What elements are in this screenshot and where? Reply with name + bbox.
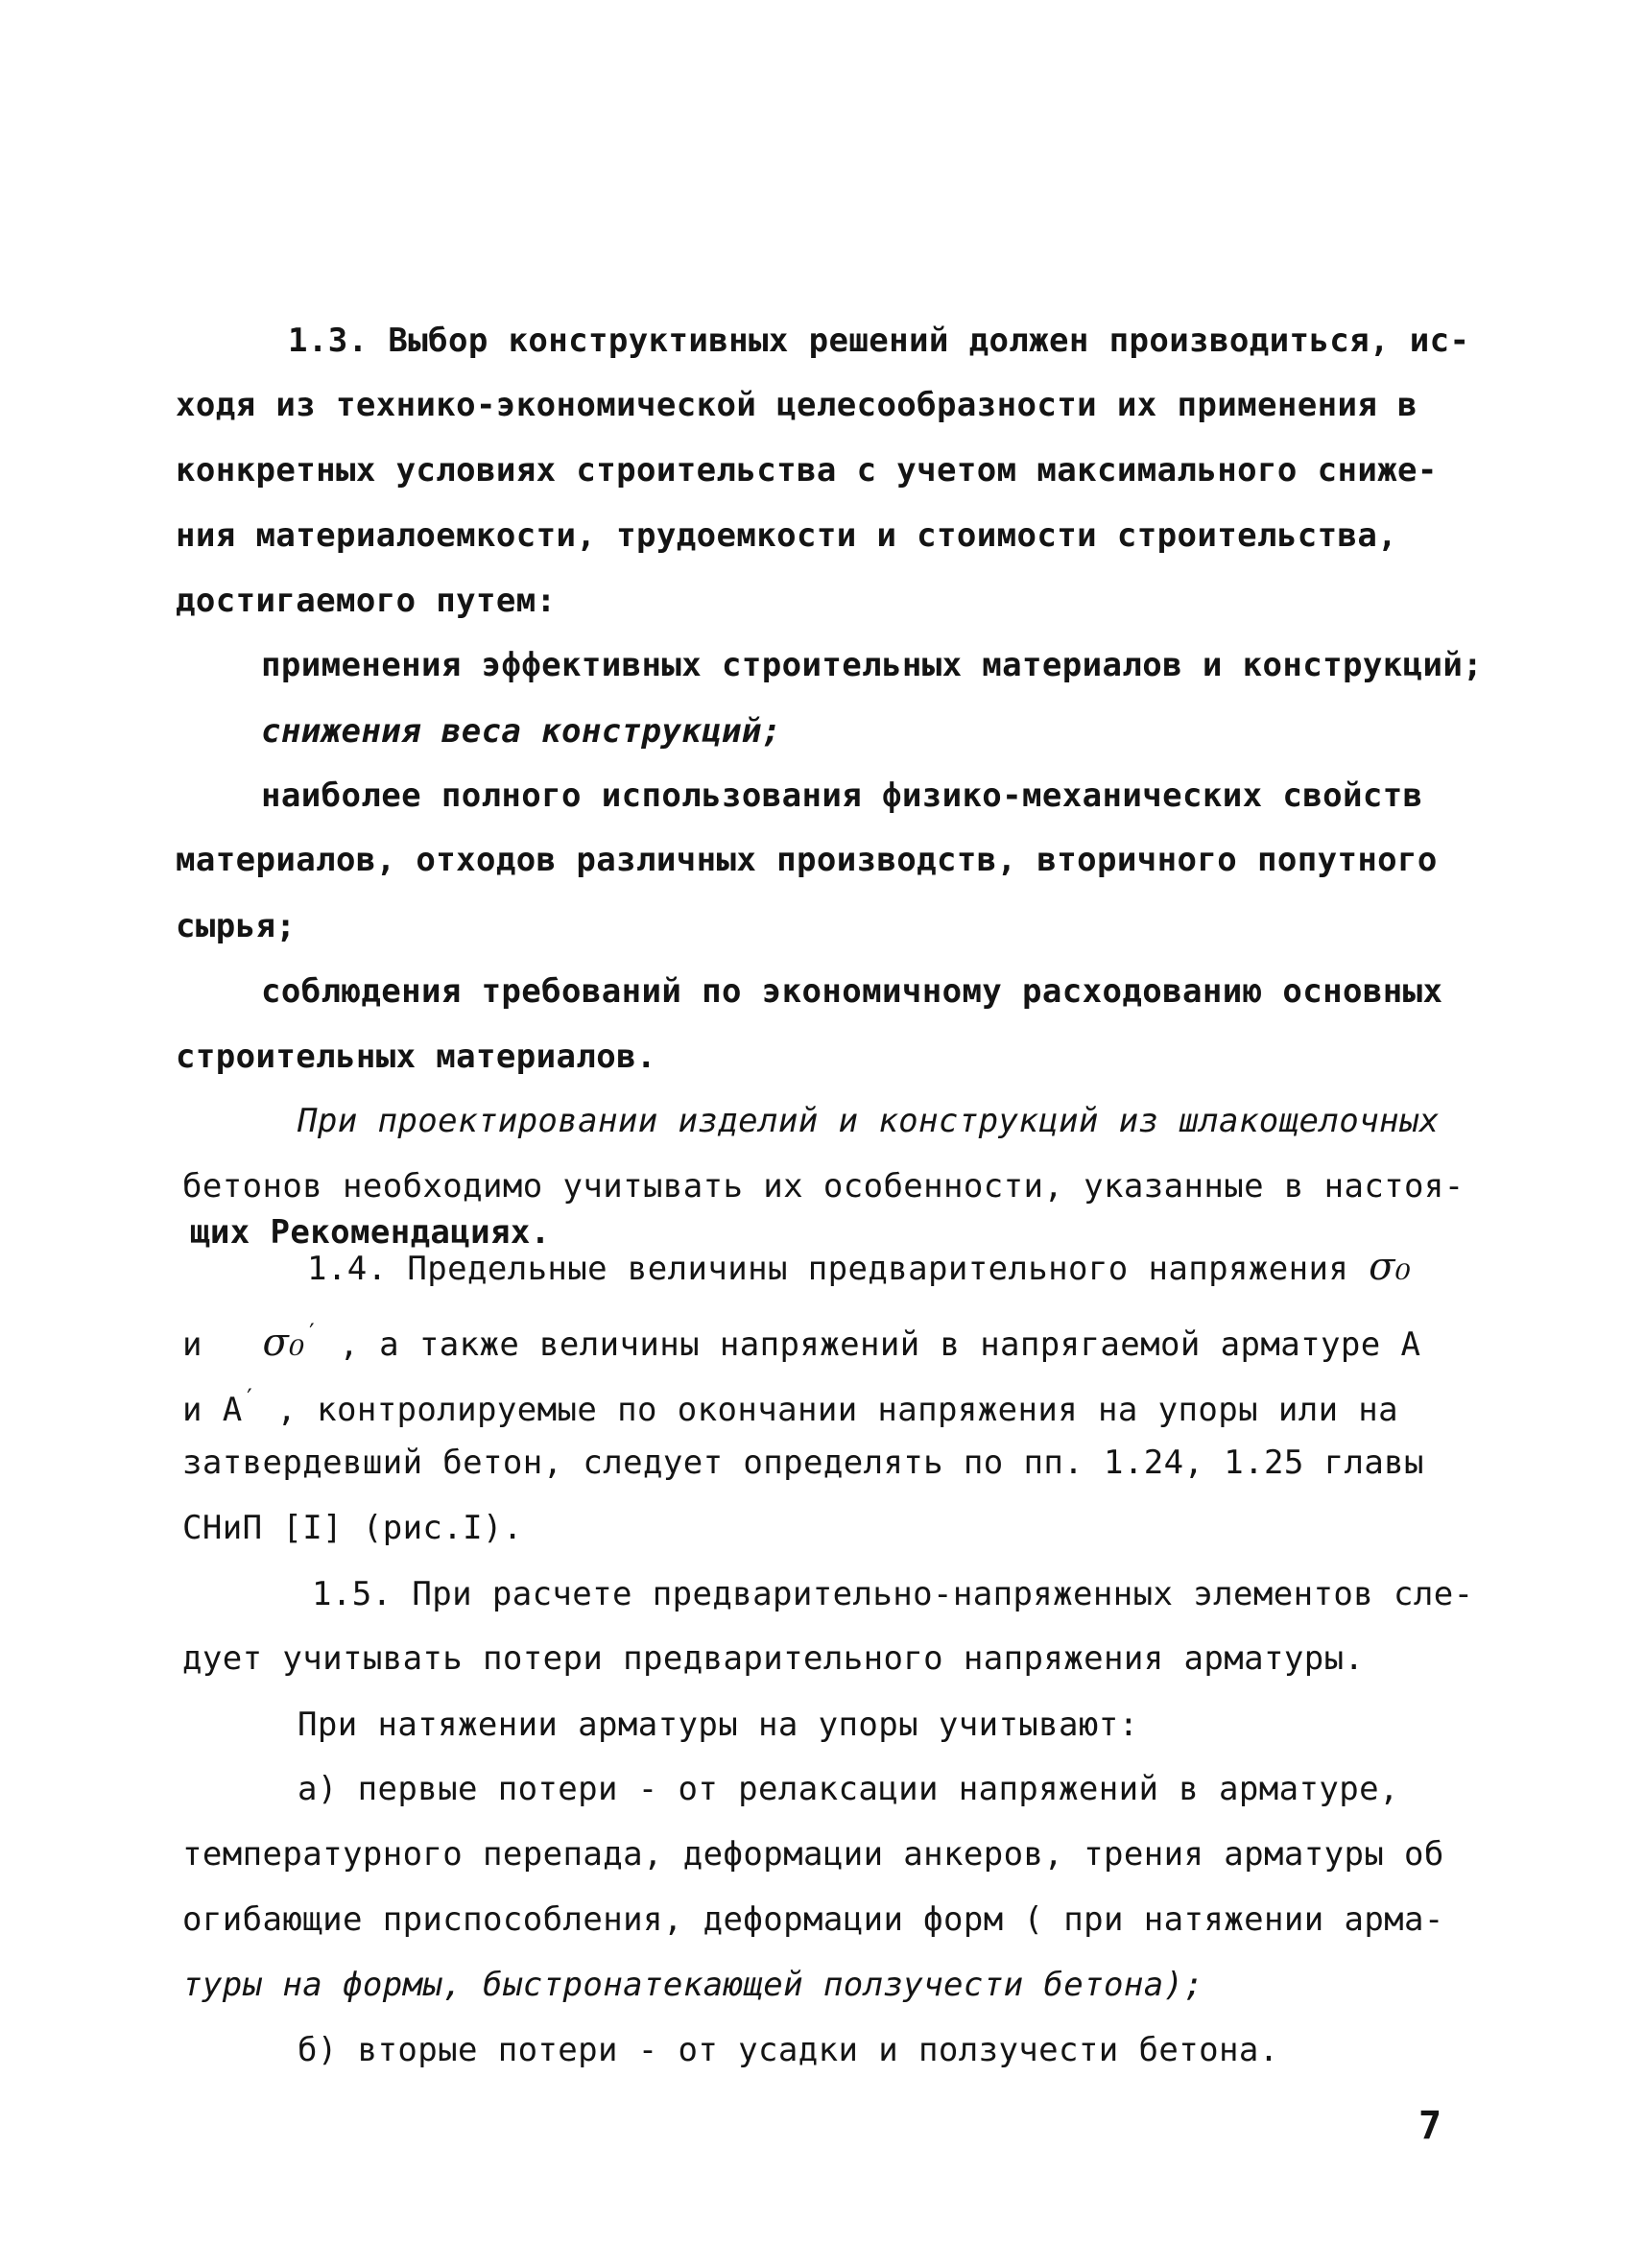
text-fragment: , а также величины напряжений в напрягаемой арматуре А <box>339 1325 1421 1364</box>
text-line <box>182 1376 1398 1431</box>
text-line: соблюдения требований по экономичному расходованию основных <box>261 972 1443 1011</box>
text-line: ходя из технико-экономической целесообразности их применения в <box>176 386 1418 424</box>
text-fragment: и А <box>182 1391 243 1429</box>
text-line: 1.3. Выбор конструктивных решений должен производиться, ис- <box>288 322 1470 360</box>
text-fragment: и <box>182 1325 203 1364</box>
text-line: снижения веса конструкций; <box>261 712 782 751</box>
text-line: СНиП [I] (рис.I). <box>182 1509 523 1547</box>
text-line: наиболее полного использования физико-механических свойств <box>261 776 1423 815</box>
text-line: б) вторые потери - от усадки и ползучести бетона. <box>298 2031 1279 2069</box>
text-fragment: , контролируемые по окончании напряжения на упоры или на <box>276 1391 1399 1429</box>
text-line: При проектировании изделий и конструкций из шлакощелочных <box>298 1102 1440 1140</box>
text-line: 1.5. При расчете предварительно-напряженных элементов сле- <box>312 1575 1474 1613</box>
text-line: применения эффективных строительных материалов и конструкций; <box>261 646 1484 684</box>
text-line: температурного перепада, деформации анкеров, трения арматуры об <box>182 1835 1444 1874</box>
text-line: ния материалоемкости, трудоемкости и стоимости строительства, <box>176 516 1398 555</box>
text-line: туры на формы, быстронатекающей ползучести бетона); <box>182 1966 1204 2004</box>
text-line: достигаемого путем: <box>176 582 557 620</box>
text-line: сырья; <box>176 907 297 945</box>
text-line: конкретных условиях строительства с учетом максимального сниже- <box>176 451 1438 489</box>
text-line: материалов, отходов различных производств, вторичного попутного <box>176 841 1438 879</box>
text-line: огибающие приспособления, деформации форм ( при натяжении арма- <box>182 1900 1444 1939</box>
text-line: дует учитывать потери предварительного напряжения арматуры. <box>182 1639 1365 1678</box>
text-line: строительных материалов. <box>176 1038 656 1076</box>
page-number: 7 <box>1418 2104 1442 2148</box>
prime-mark: ′ <box>304 1319 320 1346</box>
text-line: щих Рекомендациях. <box>190 1213 551 1252</box>
text-line: затвердевший бетон, следует определять по пп. 1.24, 1.25 главы <box>182 1444 1424 1482</box>
text-line <box>182 1311 1420 1366</box>
text-line: При натяжении арматуры на упоры учитывают: <box>298 1706 1139 1744</box>
sigma-symbol: σ₀ <box>1369 1245 1412 1289</box>
text-line: а) первые потери - от релаксации напряжений в арматуре, <box>298 1770 1399 1808</box>
sigma-prime-symbol: σ₀ <box>262 1321 305 1365</box>
text-line <box>307 1246 1411 1290</box>
prime-mark: ′ <box>242 1384 257 1411</box>
text-line: бетонов необходимо учитывать их особенности, указанные в настоя- <box>182 1167 1465 1206</box>
section-text: 1.4. Предельные величины предварительного напряжения <box>307 1250 1349 1288</box>
